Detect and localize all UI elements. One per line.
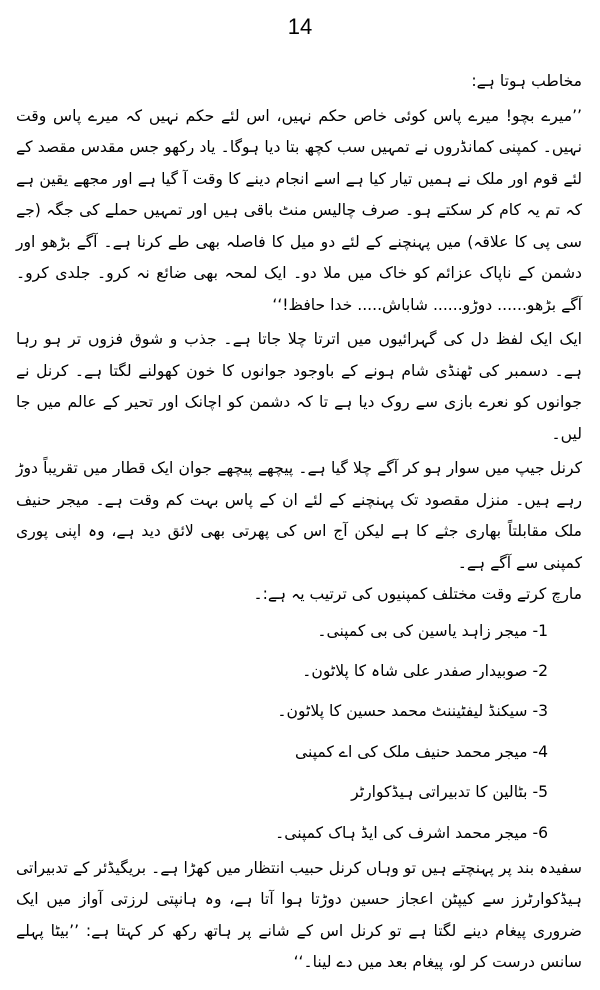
company-item-2: 2- صوبیدار صفدر علی شاہ کا پلاٹون۔ (302, 661, 548, 680)
company-item-1: 1- میجر زاہد یاسین کی بی کمپنی۔ (317, 621, 548, 640)
company-item-4: 4- میجر محمد حنیف ملک کی اے کمپنی (295, 742, 548, 761)
list-item (16, 691, 548, 731)
intro-line: مخاطب ہوتا ہے: (471, 72, 582, 90)
page-body (16, 66, 582, 979)
paragraph-march: کرنل جیپ میں سوار ہو کر آگے چلا گیا ہے۔ پیچھے پیچھے جوان ایک قطار میں تقریباً دوڑ رہے ہیں۔ منزل مقصود تک پہنچنے کے لئے ان کے پاس بہت کم وقت ہے۔ میجر حنیف ملک مقابلتاً بھاری جثے کا ہے لیکن آج اس کی پھرتی بھی لائق دید ہے، وہ اپنی پوری کمپنی سے آگے ہے۔ (16, 459, 582, 572)
company-order-list (16, 611, 582, 853)
list-item (16, 651, 548, 691)
company-item-3: 3- سیکنڈ لیفٹیننٹ محمد حسین کا پلاٹون۔ (277, 702, 548, 721)
page-number: 14 (287, 14, 313, 39)
colonel-speech-paragraph: ’’میرے بچو! میرے پاس کوئی خاص حکم نہیں، اس لئے حکم نہیں کہ میرے پاس وقت نہیں۔ کمپنی کمانڈروں نے تمہیں سب کچھ بتا دیا ہوگا۔ یاد رکھو جس مقدس مقصد کے لئے قوم اور ملک نے ہمیں تیار کیا ہے اسے انجام دینے کا وقت آ گیا ہے اور مجھے یقین ہے کہ تم یہ کام کر سکتے ہو۔ صرف چالیس منٹ باقی ہیں اور تمہیں حملے کی جگہ (جے سی پی کا علاقہ) میں پہنچنے کے لئے دو میل کا فاصلہ بھی طے کرنا ہے۔ آگے بڑھو اور دشمن کے ناپاک عزائم کو خاک میں ملا دو۔ ایک لمحہ بھی ضائع نہ کرو۔ جلدی کرو۔ آگے بڑھو...... دوڑو...... شاباش..... خدا حافظ!‘‘ (16, 106, 582, 314)
company-item-6: 6- میجر محمد اشرف کی ایڈ ہاک کمپنی۔ (275, 823, 548, 842)
march-order-intro: مارچ کرتے وقت مختلف کمپنیوں کی ترتیب یہ ہے:۔ (253, 585, 582, 603)
list-item (16, 772, 548, 812)
list-item (16, 732, 548, 772)
paragraph-emotion: ایک ایک لفظ دل کی گہرائیوں میں اترتا چلا جاتا ہے۔ جذب و شوق فزوں تر ہو رہا ہے۔ دسمبر کی ٹھنڈی شام ہونے کے باوجود جوانوں کا خون کھولنے لگتا ہے۔ کرنل نے جوانوں کو نعرے بازی سے روک دیا ہے تا کہ دشمن کو اچانک اور تحیر کے عالم میں جا لیں۔ (16, 330, 582, 443)
company-item-5: 5- بٹالین کا تدبیراتی ہیڈکوارٹر (351, 783, 548, 802)
list-item (16, 813, 548, 853)
paragraph-safeda-band: سفیدہ بند پر پہنچتے ہیں تو وہاں کرنل حبیب انتظار میں کھڑا ہے۔ بریگیڈئر کے تدبیراتی ہیڈکوارٹرز سے کیپٹن اعجاز حسین دوڑتا ہوا آتا ہے، وہ ہانپتی لرزتی آواز میں ایک ضروری پیغام دینے لگتا ہے تو کرنل اس کے شانے پر ہاتھ رکھ کر کہتا ہے: ’’بیٹا پہلے سانس درست کر لو، پیغام بعد میں دے لینا۔‘‘ (16, 858, 582, 972)
list-item (16, 611, 548, 651)
